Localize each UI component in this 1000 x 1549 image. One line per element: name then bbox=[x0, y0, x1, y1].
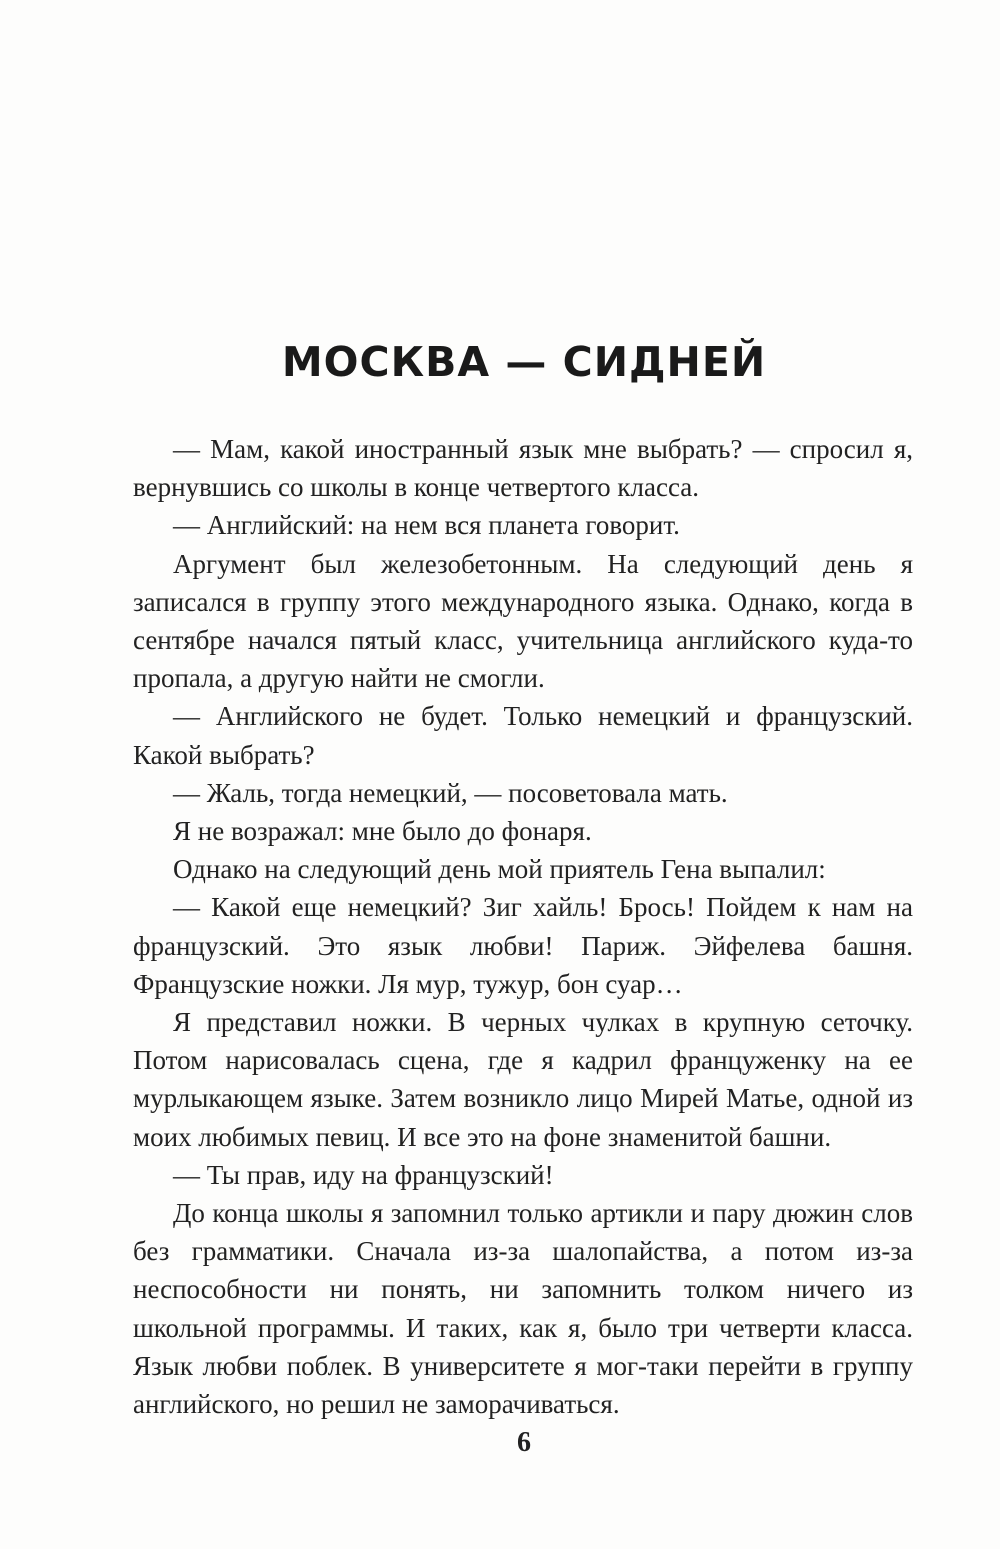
paragraph: — Жаль, тогда немецкий, — посоветовала мать. bbox=[173, 777, 728, 808]
paragraph: — Какой еще немецкий? Зиг хайль! Брось! Пойдем к нам на французский. Это язык любви! Париж. Эйфелева башня. Французские ножки. Ля мур, тужур, бон суар… bbox=[133, 892, 913, 999]
paragraph: Я не возражал: мне было до фонаря. bbox=[173, 816, 592, 847]
paragraph: — Английский: на нем вся планета говорит. bbox=[173, 510, 680, 541]
chapter-body bbox=[133, 430, 913, 1423]
paragraph: — Ты прав, иду на французский! bbox=[173, 1159, 554, 1190]
paragraph: — Мам, какой иностранный язык мне выбрать? — спросил я, вернувшись со школы в конце четвертого класса. bbox=[133, 434, 913, 503]
paragraph: До конца школы я запомнил только артикли и пару дюжин слов без грамматики. Сначала из-за шалопайства, а потом из-за неспособности ни понять, ни запомнить толком ничего из школьной программы. И таких, как я, было три четверти класса. Язык любви поблек. В университете я мог-таки перейти в группу английского, но решил не заморачиваться. bbox=[133, 1198, 913, 1420]
paragraph: — Английского не будет. Только немецкий и французский. Какой выбрать? bbox=[133, 701, 913, 770]
paragraph: Я представил ножки. В черных чулках в крупную сеточку. Потом нарисовалась сцена, где я кадрил француженку на ее мурлыкающем языке. Затем возникло лицо Мирей Матье, одной из моих любимых певиц. И все это на фоне знаменитой башни. bbox=[133, 1007, 913, 1152]
page-number: 6 bbox=[517, 1427, 531, 1458]
paragraph: Аргумент был железобетонным. На следующий день я записался в группу этого международного языка. Однако, когда в сентябре начался пятый класс, учительница английского куда-то пропала, а другую найти не смогли. bbox=[133, 548, 913, 694]
paragraph: Однако на следующий день мой приятель Гена выпалил: bbox=[173, 854, 826, 885]
chapter-title: МОСКВА — СИДНЕЙ bbox=[281, 338, 767, 386]
